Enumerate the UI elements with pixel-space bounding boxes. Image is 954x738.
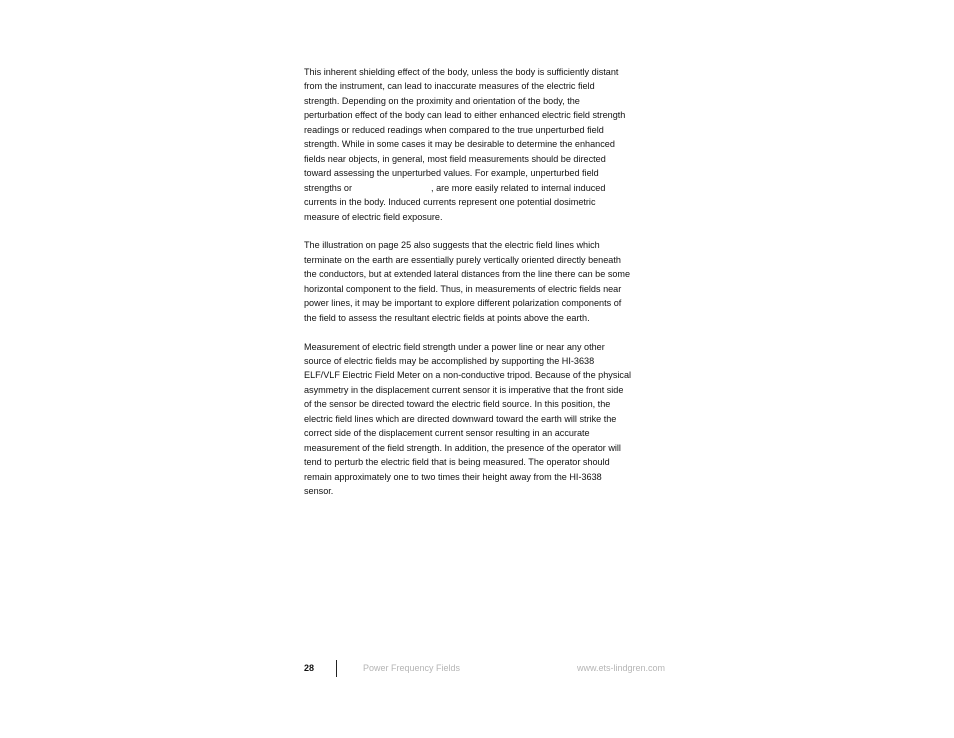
text-line: strength. Depending on the proximity and orientation of the body, the	[304, 95, 580, 106]
text-line: measurement of the field strength. In addition, the presence of the operator will	[304, 442, 621, 453]
text-line: currents in the body. Induced currents represent one potential dosimetric	[304, 197, 596, 208]
text-fragment: , are more easily related to internal induced	[431, 182, 606, 193]
text-line: Measurement of electric field strength under a power line or near any other	[304, 341, 605, 352]
text-fragment: strengths or	[304, 182, 353, 193]
text-line: horizontal component to the field. Thus, in measurements of electric fields near	[304, 283, 622, 294]
text-line: terminate on the earth are essentially purely vertically oriented directly beneath	[304, 254, 621, 265]
footer-divider	[336, 660, 337, 677]
text-line: sensor.	[304, 486, 334, 497]
text-line-with-gap	[304, 181, 664, 195]
text-line: correct side of the displacement current sensor resulting in an accurate	[304, 428, 590, 439]
paragraph-2	[304, 238, 664, 325]
text-line: of the sensor be directed toward the electric field source. In this position, the	[304, 399, 611, 410]
text-line: ELF/VLF Electric Field Meter on a non-conductive tripod. Because of the physical	[304, 370, 632, 381]
text-line: fields near objects, in general, most field measurements should be directed	[304, 153, 606, 164]
footer-url: www.ets-lindgren.com	[577, 663, 666, 673]
body-text	[304, 65, 664, 513]
text-line: The illustration on page 25 also suggests that the electric field lines which	[304, 240, 600, 251]
text-line: the conductors, but at extended lateral distances from the line there can be some	[304, 269, 631, 280]
paragraph-3	[304, 340, 664, 499]
text-line: from the instrument, can lead to inaccurate measures of the electric field	[304, 81, 595, 92]
paragraph-1	[304, 65, 664, 224]
text-line: the field to assess the resultant electric fields at points above the earth.	[304, 312, 590, 323]
text-line: This inherent shielding effect of the body, unless the body is sufficiently distant	[304, 67, 619, 77]
text-line: asymmetry in the displacement current sensor it is imperative that the front side	[304, 384, 624, 395]
text-line: perturbation effect of the body can lead to either enhanced electric field strength	[304, 110, 626, 121]
text-line: electric field lines which are directed downward toward the earth will strike the	[304, 413, 617, 424]
text-line: toward assessing the unperturbed values. For example, unperturbed field	[304, 168, 599, 179]
text-line: source of electric fields may be accomplished by supporting the HI-3638	[304, 356, 595, 367]
footer-page-number: 28	[304, 663, 315, 673]
text-line: measure of electric field exposure.	[304, 211, 443, 222]
text-line: readings or reduced readings when compared to the true unperturbed field	[304, 124, 604, 135]
text-line: remain approximately one to two times their height away from the HI-3638	[304, 471, 602, 482]
footer-title: Power Frequency Fields	[363, 663, 461, 673]
text-line: strength. While in some cases it may be desirable to determine the enhanced	[304, 139, 615, 150]
text-line: power lines, it may be important to explore different polarization components of	[304, 298, 622, 309]
text-line: tend to perturb the electric field that is being measured. The operator should	[304, 457, 610, 468]
